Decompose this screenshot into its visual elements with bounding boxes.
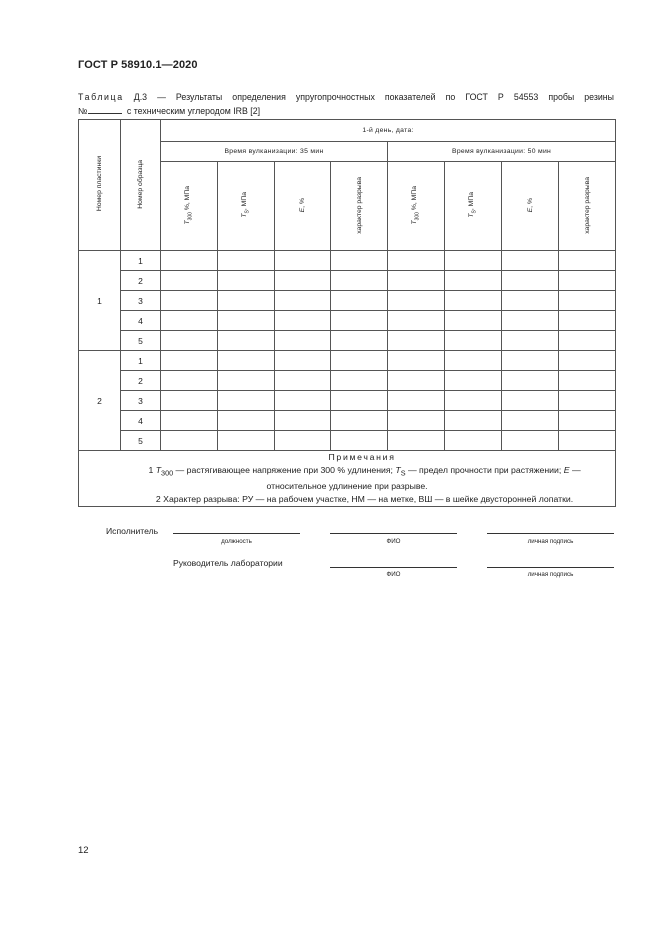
value-cell[interactable] bbox=[218, 351, 275, 371]
note-1: 1 $T_{300}$ — растягивающее напряжение при 300 % удлинения; $T_S$ — предел прочности при растяжении; E — bbox=[148, 465, 581, 478]
value-cell[interactable] bbox=[161, 351, 218, 371]
value-cell[interactable] bbox=[218, 411, 275, 431]
lab-head-label: Руководитель лаборатории bbox=[173, 558, 283, 568]
value-cell[interactable] bbox=[388, 351, 445, 371]
value-cell[interactable] bbox=[218, 371, 275, 391]
value-cell[interactable] bbox=[218, 311, 275, 331]
sample-number-cell: 5 bbox=[121, 431, 161, 451]
t300-header-35: $T_{300}$ %, МПа bbox=[161, 162, 218, 251]
caption-number-sign: № bbox=[78, 106, 88, 116]
value-cell[interactable] bbox=[388, 251, 445, 271]
t300-header-50: $T_{300}$ %, МПа bbox=[388, 162, 445, 251]
sample-number-cell: 3 bbox=[121, 391, 161, 411]
value-cell[interactable] bbox=[388, 331, 445, 351]
sample-number-header: Номер образца bbox=[121, 120, 161, 251]
value-cell[interactable] bbox=[161, 411, 218, 431]
value-cell[interactable] bbox=[331, 431, 388, 451]
value-cell[interactable] bbox=[559, 351, 616, 371]
value-cell[interactable] bbox=[218, 431, 275, 451]
name-caption-2: ФИО bbox=[386, 571, 401, 578]
value-cell[interactable] bbox=[445, 371, 502, 391]
value-cell[interactable] bbox=[445, 291, 502, 311]
caption-text-continued: с техническим углеродом IRB [2] bbox=[124, 106, 261, 116]
value-cell[interactable] bbox=[445, 251, 502, 271]
value-cell[interactable] bbox=[331, 391, 388, 411]
lab-head-signature-line[interactable] bbox=[487, 567, 614, 568]
value-cell[interactable] bbox=[161, 291, 218, 311]
plate-number-cell: 1 bbox=[79, 251, 121, 351]
executor-position-line[interactable] bbox=[173, 533, 300, 534]
elongation-header-50: E, % bbox=[502, 162, 559, 251]
value-cell[interactable] bbox=[502, 311, 559, 331]
value-cell[interactable] bbox=[502, 411, 559, 431]
value-cell[interactable] bbox=[502, 271, 559, 291]
value-cell[interactable] bbox=[161, 271, 218, 291]
table-row bbox=[79, 431, 616, 451]
plate-number-cell: 2 bbox=[79, 351, 121, 451]
value-cell[interactable] bbox=[331, 271, 388, 291]
value-cell[interactable] bbox=[161, 331, 218, 351]
signature-caption: личная подпись bbox=[527, 538, 574, 545]
day-date-header: 1-й день, дата: bbox=[161, 120, 616, 142]
ts-header-35: $T_S$, МПа bbox=[218, 162, 275, 251]
table-row bbox=[79, 371, 616, 391]
executor-name-line[interactable] bbox=[330, 533, 457, 534]
sample-number-cell: 1 bbox=[121, 251, 161, 271]
value-cell[interactable] bbox=[559, 291, 616, 311]
value-cell[interactable] bbox=[218, 291, 275, 311]
table-row bbox=[79, 291, 616, 311]
value-cell[interactable] bbox=[161, 311, 218, 331]
value-cell[interactable] bbox=[445, 331, 502, 351]
value-cell[interactable] bbox=[218, 391, 275, 411]
value-cell[interactable] bbox=[559, 311, 616, 331]
vulcanization-35-header: Время вулканизации: 35 мин bbox=[161, 142, 388, 162]
value-cell[interactable] bbox=[331, 371, 388, 391]
plate-number-header: Номер пластинки bbox=[79, 120, 121, 251]
results-table bbox=[78, 119, 616, 507]
value-cell[interactable] bbox=[502, 291, 559, 311]
value-cell[interactable] bbox=[161, 431, 218, 451]
table-row bbox=[79, 311, 616, 331]
value-cell[interactable] bbox=[502, 351, 559, 371]
value-cell[interactable] bbox=[559, 251, 616, 271]
value-cell[interactable] bbox=[502, 371, 559, 391]
value-cell[interactable] bbox=[331, 251, 388, 271]
value-cell[interactable] bbox=[218, 251, 275, 271]
value-cell[interactable] bbox=[331, 331, 388, 351]
value-cell[interactable] bbox=[331, 311, 388, 331]
value-cell[interactable] bbox=[502, 391, 559, 411]
value-cell[interactable] bbox=[559, 411, 616, 431]
value-cell[interactable] bbox=[559, 431, 616, 451]
break-type-header-35: характер разрыва bbox=[331, 162, 388, 251]
sample-number-cell: 2 bbox=[121, 371, 161, 391]
value-cell[interactable] bbox=[331, 291, 388, 311]
value-cell[interactable] bbox=[559, 271, 616, 291]
executor-label: Исполнитель bbox=[106, 526, 159, 536]
value-cell[interactable] bbox=[275, 251, 331, 271]
sample-number-cell: 4 bbox=[121, 411, 161, 431]
value-cell[interactable] bbox=[445, 351, 502, 371]
sample-number-cell: 2 bbox=[121, 271, 161, 291]
table-row bbox=[79, 351, 616, 371]
table-row bbox=[79, 331, 616, 351]
sample-number-cell: 5 bbox=[121, 331, 161, 351]
value-cell[interactable] bbox=[161, 391, 218, 411]
value-cell[interactable] bbox=[331, 411, 388, 431]
value-cell[interactable] bbox=[502, 331, 559, 351]
table-caption bbox=[78, 91, 614, 118]
value-cell[interactable] bbox=[559, 391, 616, 411]
notes-cell bbox=[79, 451, 616, 507]
value-cell[interactable] bbox=[388, 431, 445, 451]
value-cell[interactable] bbox=[502, 251, 559, 271]
value-cell[interactable] bbox=[331, 351, 388, 371]
value-cell[interactable] bbox=[445, 271, 502, 291]
table-row bbox=[79, 271, 616, 291]
table-row bbox=[79, 391, 616, 411]
signature-caption-2: личная подпись bbox=[527, 571, 574, 578]
sample-number-cell: 3 bbox=[121, 291, 161, 311]
sample-number-cell: 4 bbox=[121, 311, 161, 331]
value-cell[interactable] bbox=[275, 291, 331, 311]
value-cell[interactable] bbox=[388, 311, 445, 331]
value-cell[interactable] bbox=[388, 291, 445, 311]
value-cell[interactable] bbox=[388, 391, 445, 411]
value-cell[interactable] bbox=[218, 271, 275, 291]
value-cell[interactable] bbox=[388, 271, 445, 291]
value-cell[interactable] bbox=[275, 311, 331, 331]
value-cell[interactable] bbox=[161, 251, 218, 271]
break-type-header-50: характер разрыва bbox=[559, 162, 616, 251]
value-cell[interactable] bbox=[445, 431, 502, 451]
value-cell[interactable] bbox=[275, 411, 331, 431]
note-1-continued: относительное удлинение при разрыве. bbox=[266, 480, 428, 491]
notes-title: Примечания bbox=[328, 452, 396, 462]
value-cell[interactable] bbox=[275, 351, 331, 371]
vulcanization-50-header: Время вулканизации: 50 мин bbox=[388, 142, 616, 162]
table-row bbox=[79, 251, 616, 271]
caption-label: Таблица bbox=[78, 92, 124, 102]
value-cell[interactable] bbox=[275, 391, 331, 411]
value-cell[interactable] bbox=[559, 371, 616, 391]
value-cell[interactable] bbox=[218, 331, 275, 351]
lab-head-name-line[interactable] bbox=[330, 567, 457, 568]
value-cell[interactable] bbox=[502, 431, 559, 451]
value-cell[interactable] bbox=[445, 411, 502, 431]
value-cell[interactable] bbox=[275, 271, 331, 291]
caption-blank-field bbox=[88, 104, 122, 114]
value-cell[interactable] bbox=[275, 331, 331, 351]
value-cell[interactable] bbox=[275, 431, 331, 451]
table-row bbox=[79, 411, 616, 431]
value-cell[interactable] bbox=[559, 331, 616, 351]
value-cell[interactable] bbox=[388, 411, 445, 431]
value-cell[interactable] bbox=[275, 371, 331, 391]
value-cell[interactable] bbox=[445, 391, 502, 411]
caption-text: Д.3 — Результаты определения упругопрочностных показателей по ГОСТ Р 54553 пробы резины bbox=[123, 92, 614, 102]
page-number: 12 bbox=[78, 845, 89, 856]
executor-signature-line[interactable] bbox=[487, 533, 614, 534]
position-caption: должность bbox=[221, 538, 252, 545]
note-2: 2 Характер разрыва: РУ — на рабочем участке, НМ — на метке, ВШ — в шейке двусторонней лопатки. bbox=[155, 493, 574, 504]
value-cell[interactable] bbox=[388, 371, 445, 391]
value-cell[interactable] bbox=[161, 371, 218, 391]
sample-number-cell: 1 bbox=[121, 351, 161, 371]
value-cell[interactable] bbox=[445, 311, 502, 331]
name-caption: ФИО bbox=[386, 538, 401, 545]
standard-header: ГОСТ Р 58910.1—2020 bbox=[78, 59, 198, 71]
elongation-header-35: E, % bbox=[275, 162, 331, 251]
ts-header-50: $T_S$, МПа bbox=[445, 162, 502, 251]
